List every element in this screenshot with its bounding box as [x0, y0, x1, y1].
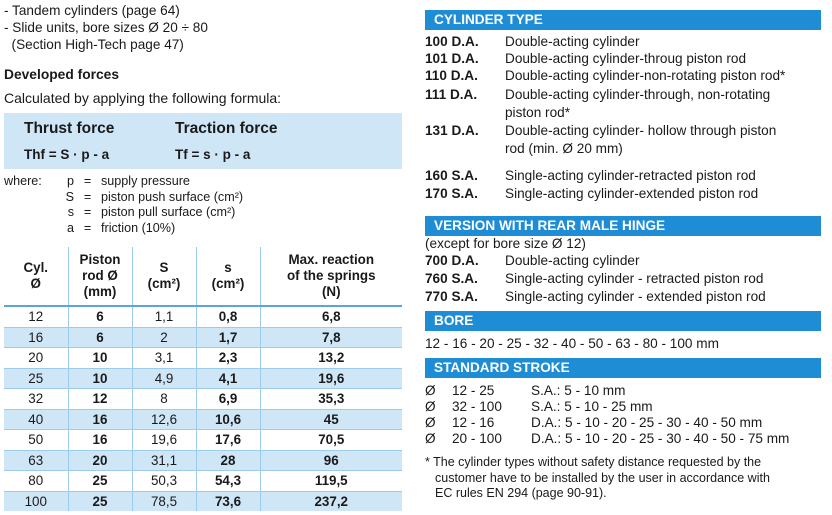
table-row	[4, 327, 402, 348]
rear-hinge-note: (except for bore size Ø 12)	[425, 236, 586, 251]
rear-hinge-header: VERSION WITH REAR MALE HINGE	[425, 216, 821, 236]
table-cell: 35,3	[260, 389, 402, 410]
col-header-cyl: Cyl. Ø	[4, 247, 68, 306]
footnote-line: * The cylinder types without safety distance requested by the	[425, 455, 762, 469]
table-cell: 19,6	[260, 368, 402, 389]
table-row	[4, 450, 402, 471]
forces-subtitle: Calculated by applying the following formula:	[4, 90, 282, 106]
col-header-push-surface: S (cm²)	[132, 247, 196, 306]
def-symbol: a	[66, 221, 74, 236]
where-label: where:	[4, 174, 42, 188]
def-symbol: p	[66, 174, 74, 188]
table-cell: 20	[4, 348, 68, 369]
table-cell: 20	[68, 450, 132, 471]
table-cell: 4,9	[132, 368, 196, 389]
table-cell: 50,3	[132, 471, 196, 492]
cylinder-type-header: CYLINDER TYPE	[425, 10, 821, 30]
table-row	[4, 389, 402, 410]
table-cell: 25	[68, 471, 132, 492]
thrust-force-label: Thrust force	[24, 120, 115, 137]
table-cell: 3,1	[132, 348, 196, 369]
cylinder-type-row: 111 D.A. Double-acting cylinder-through, non-rotating piston rod*	[425, 87, 771, 120]
table-cell: 10	[68, 368, 132, 389]
table-cell: 6	[68, 306, 132, 327]
table-cell: 54,3	[196, 471, 260, 492]
footnote-line: customer have to be installed by the user in accordance with	[435, 470, 770, 485]
table-row	[4, 430, 402, 451]
table-cell: 13,2	[260, 348, 402, 369]
table-row	[4, 348, 402, 369]
intro-line-3: (Section High-Tech page 47)	[4, 37, 184, 52]
definition-row	[63, 174, 283, 190]
def-text: supply pressure	[101, 174, 190, 188]
table-cell: 17,6	[196, 430, 260, 451]
cylinder-type-row: 110 D.A. Double-acting cylinder-non-rotating piston rod*	[425, 68, 786, 83]
def-text: friction (10%)	[101, 221, 176, 236]
bore-values: 12 - 16 - 20 - 25 - 32 - 40 - 50 - 63 - 80 - 100 mm	[425, 336, 719, 351]
table-cell: 12,6	[132, 409, 196, 430]
forces-title: Developed forces	[4, 67, 120, 82]
def-symbol: s	[67, 205, 74, 220]
def-equals: =	[83, 221, 92, 236]
stroke-row: Ø 20 - 100 D.A.: 5 - 10 - 20 - 25 - 30 - 40 - 50 - 75 mm	[425, 431, 790, 446]
definition-row	[63, 205, 283, 221]
traction-force-label: Traction force	[175, 120, 278, 137]
formula-box	[4, 113, 402, 169]
table-cell: 12	[68, 389, 132, 410]
table-cell: 6,8	[260, 306, 402, 327]
col-header-rod: Piston rod Ø (mm)	[68, 247, 132, 306]
table-header-row	[4, 247, 402, 306]
cylinder-type-row: 101 D.A. Double-acting cylinder-throug piston rod	[425, 51, 747, 66]
table-cell: 31,1	[132, 450, 196, 471]
standard-stroke-header: STANDARD STROKE	[425, 358, 821, 378]
rear-hinge-row: 700 D.A. Double-acting cylinder	[425, 253, 640, 268]
cylinder-data-table	[4, 247, 402, 511]
def-equals: =	[83, 205, 92, 220]
intro-line-1: - Tandem cylinders (page 64)	[4, 3, 180, 18]
definition-row	[63, 221, 283, 237]
table-cell: 70,5	[260, 430, 402, 451]
table-cell: 6	[68, 327, 132, 348]
table-cell: 8	[132, 389, 196, 410]
footnote	[425, 455, 770, 502]
table-cell: 4,1	[196, 368, 260, 389]
table-cell: 1,1	[132, 306, 196, 327]
def-equals: =	[83, 189, 92, 204]
definition-list	[63, 174, 283, 237]
table-cell: 19,6	[132, 430, 196, 451]
stroke-row: Ø 12 - 16 D.A.: 5 - 10 - 20 - 25 - 30 - 40 - 50 mm	[425, 415, 763, 430]
table-cell: 45	[260, 409, 402, 430]
table-cell: 40	[4, 409, 68, 430]
table-cell: 16	[68, 430, 132, 451]
rear-hinge-row: 760 S.A. Single-acting cylinder - retracted piston rod	[425, 271, 764, 286]
table-cell: 10,6	[196, 409, 260, 430]
table-cell: 25	[4, 368, 68, 389]
table-cell: 2	[132, 327, 196, 348]
def-equals: =	[83, 174, 92, 188]
table-row	[4, 306, 402, 327]
table-cell: 2,3	[196, 348, 260, 369]
table-cell: 32	[4, 389, 68, 410]
table-row	[4, 409, 402, 430]
table-cell: 50	[4, 430, 68, 451]
cylinder-type-row: 131 D.A. Double-acting cylinder- hollow through piston rod (min. Ø 20 mm)	[425, 123, 777, 156]
table-cell: 25	[68, 491, 132, 511]
definition-row	[63, 190, 283, 206]
table-cell: 0,8	[196, 306, 260, 327]
table-cell: 10	[68, 348, 132, 369]
table-cell: 119,5	[260, 471, 402, 492]
table-cell: 12	[4, 306, 68, 327]
stroke-row: Ø 12 - 25 S.A.: 5 - 10 mm	[425, 383, 626, 398]
cylinder-type-row: 100 D.A. Double-acting cylinder	[425, 34, 640, 49]
def-text: piston pull surface (cm²)	[101, 205, 236, 220]
table-cell: 28	[196, 450, 260, 471]
table-row	[4, 471, 402, 492]
footnote-line: EC rules EN 294 (page 90-91).	[435, 486, 607, 500]
def-text: piston push surface (cm²)	[101, 189, 244, 204]
table-cell: 73,6	[196, 491, 260, 511]
table-cell: 6,9	[196, 389, 260, 410]
thrust-formula: Thf = S · p - a	[24, 147, 110, 162]
col-header-spring-reaction: Max. reaction of the springs (N)	[260, 247, 402, 306]
table-cell: 16	[4, 327, 68, 348]
table-cell: 1,7	[196, 327, 260, 348]
col-header-pull-surface: s (cm²)	[196, 247, 260, 306]
table-cell: 7,8	[260, 327, 402, 348]
stroke-row: Ø 32 - 100 S.A.: 5 - 10 - 25 mm	[425, 399, 653, 414]
table-cell: 237,2	[260, 491, 402, 511]
traction-formula: Tf = s · p - a	[175, 147, 251, 162]
bore-header: BORE	[425, 311, 821, 331]
table-cell: 96	[260, 450, 402, 471]
table-cell: 80	[4, 471, 68, 492]
table-row	[4, 368, 402, 389]
intro-line-2: - Slide units, bore sizes Ø 20 ÷ 80	[4, 20, 208, 35]
cylinder-type-row: 160 S.A. Single-acting cylinder-retracted piston rod	[425, 168, 756, 183]
rear-hinge-row: 770 S.A. Single-acting cylinder - extended piston rod	[425, 289, 766, 304]
table-cell: 63	[4, 450, 68, 471]
table-cell: 78,5	[132, 491, 196, 511]
table-row	[4, 491, 402, 511]
table-cell: 16	[68, 409, 132, 430]
cylinder-type-row: 170 S.A. Single-acting cylinder-extended piston rod	[425, 186, 759, 201]
table-cell: 100	[4, 491, 68, 511]
def-symbol: S	[65, 189, 74, 204]
